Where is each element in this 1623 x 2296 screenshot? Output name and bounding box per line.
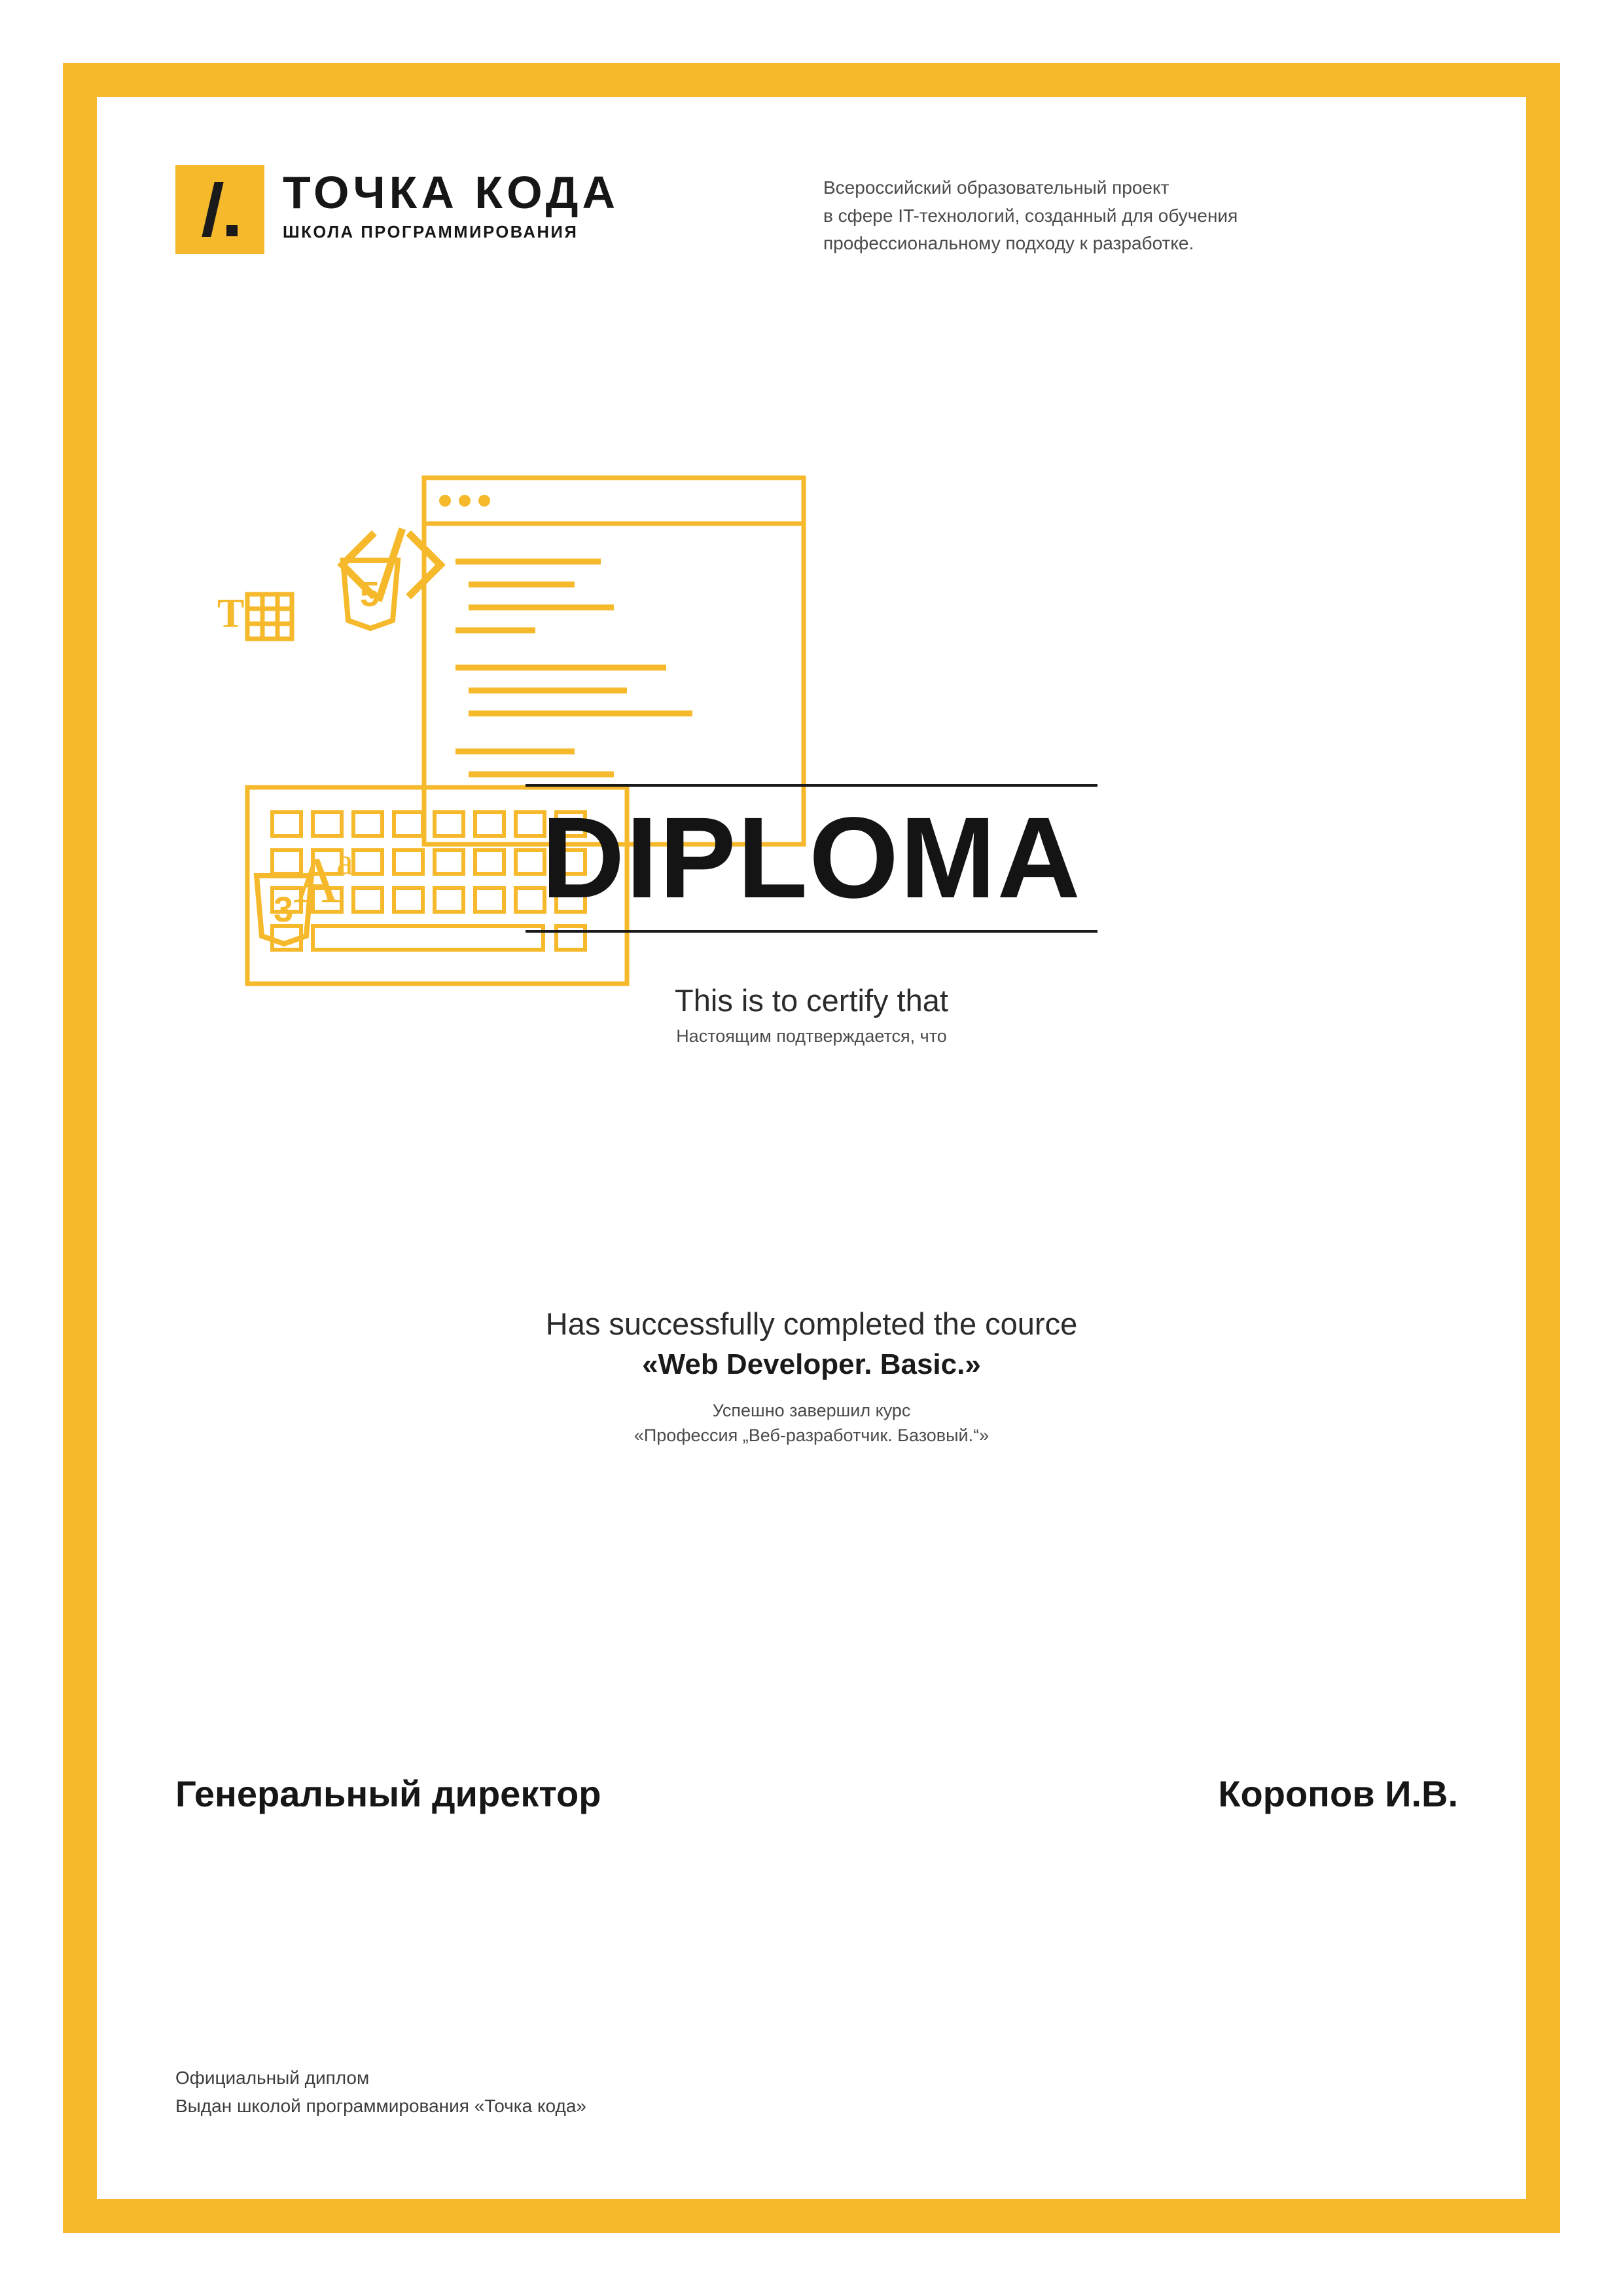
divider-top: [526, 784, 1097, 787]
certify-text-en: This is to certify that: [675, 982, 948, 1018]
diploma-main-block: [97, 784, 1526, 1446]
header-description-line-3: профессиональному подходу к разработке.: [823, 233, 1194, 254]
brand-logo: [175, 162, 797, 254]
header-description: [823, 162, 1238, 258]
signature-row: [175, 1772, 1458, 1815]
signer-name: Коропов И.В.: [1218, 1773, 1458, 1814]
signer-position: Генеральный директор: [175, 1773, 601, 1814]
recipient-name: [97, 1177, 1526, 1221]
divider-bottom: [526, 930, 1097, 933]
svg-text:T: T: [217, 592, 245, 636]
page-title: DIPLOMA: [541, 794, 1082, 922]
header-description-line-1: Всероссийский образовательный проект: [823, 177, 1169, 198]
svg-text:A: A: [293, 844, 341, 916]
course-line-ru-2: «Профессия „Веб-разработчик. Базовый.“»: [633, 1425, 990, 1445]
footer-line-2: Выдан школой программирования «Точка кода»: [175, 2096, 586, 2117]
course-line-ru-1: Успешно завершил курс: [712, 1400, 911, 1420]
brand-title: ТОЧКА КОДА: [283, 167, 620, 218]
header: [175, 162, 1458, 258]
svg-text:a: a: [336, 840, 353, 883]
certify-text-ru: Настоящим подтверждается, что: [676, 1026, 947, 1046]
course-line-en-2: «Web Developer. Basic.»: [642, 1348, 981, 1380]
brand-subtitle: ШКОЛА ПРОГРАММИРОВАНИЯ: [283, 223, 579, 242]
certificate-content: [97, 97, 1526, 2199]
svg-text:3: 3: [274, 890, 294, 929]
slash-dot-logo-icon: [175, 165, 264, 254]
svg-text:5: 5: [360, 575, 380, 614]
footer: [175, 2064, 586, 2121]
brand-text: [283, 162, 619, 242]
header-description-line-2: в сфере IT-технологий, созданный для обучения: [823, 205, 1238, 226]
footer-line-1: Официальный диплом: [175, 2068, 370, 2088]
course-line-en-1: Has successfully completed the cource: [545, 1306, 1078, 1341]
